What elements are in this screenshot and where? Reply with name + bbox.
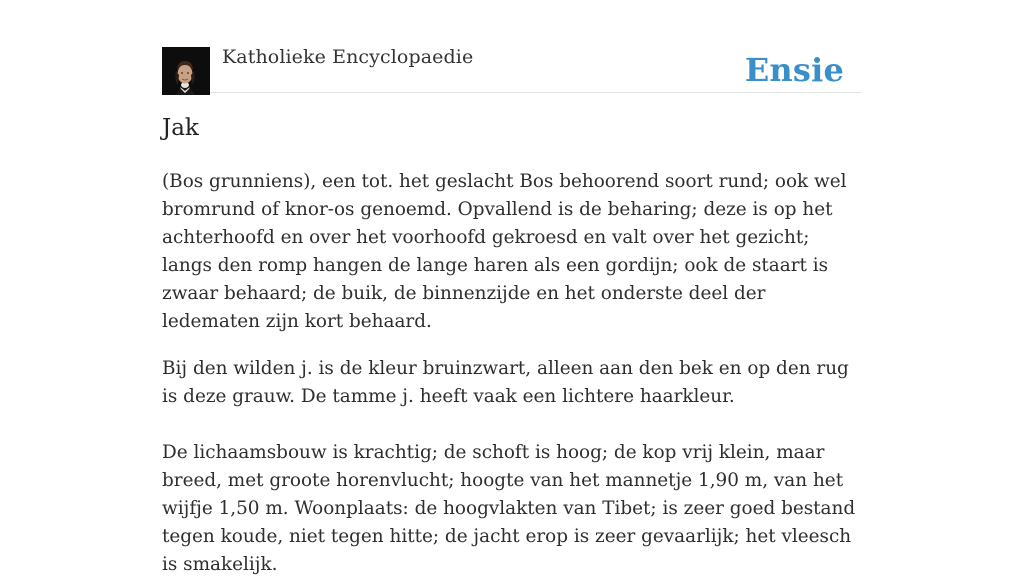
site-header xyxy=(162,0,862,93)
article-body xyxy=(162,168,862,579)
article-page xyxy=(162,0,862,575)
source-name[interactable]: Katholieke Encyclopaedie xyxy=(222,46,474,68)
brand-logo[interactable]: Ensie xyxy=(744,51,844,89)
page-title: Jak xyxy=(162,115,199,141)
article-paragraph: Bij den wilden j. is de kleur bruinzwart, alleen aan den bek en op den rug is deze grauw. De tamme j. heeft vaak een lichtere haarkleur. xyxy=(162,358,849,407)
article-paragraph: De lichaamsbouw is krachtig; de schoft is hoog; de kop vrij klein, maar breed, met groote horenvlucht; hoogte van het mannetje 1,90 m, van het wijfje 1,50 m. Woonplaats: de hoogvlakten van Tibet; is zeer goed bestand tegen koude, niet tegen hitte; de jacht erop is zeer gevaarlijk; het vleesch is smakelijk. xyxy=(162,442,856,575)
article-paragraph: (Bos grunniens), een tot. het geslacht Bos behoorend soort rund; ook wel bromrund of knor-os genoemd. Opvallend is de beharing; deze is op het achterhoofd en over het voorhoofd gekroesd en valt over het gezicht; langs den romp hangen de lange haren als een gordijn; ook de staart is zwaar behaard; de buik, de binnenzijde en het onderste deel der ledematen zijn kort behaard. xyxy=(162,171,847,332)
author-avatar[interactable] xyxy=(162,47,210,95)
portrait-icon xyxy=(162,47,210,95)
